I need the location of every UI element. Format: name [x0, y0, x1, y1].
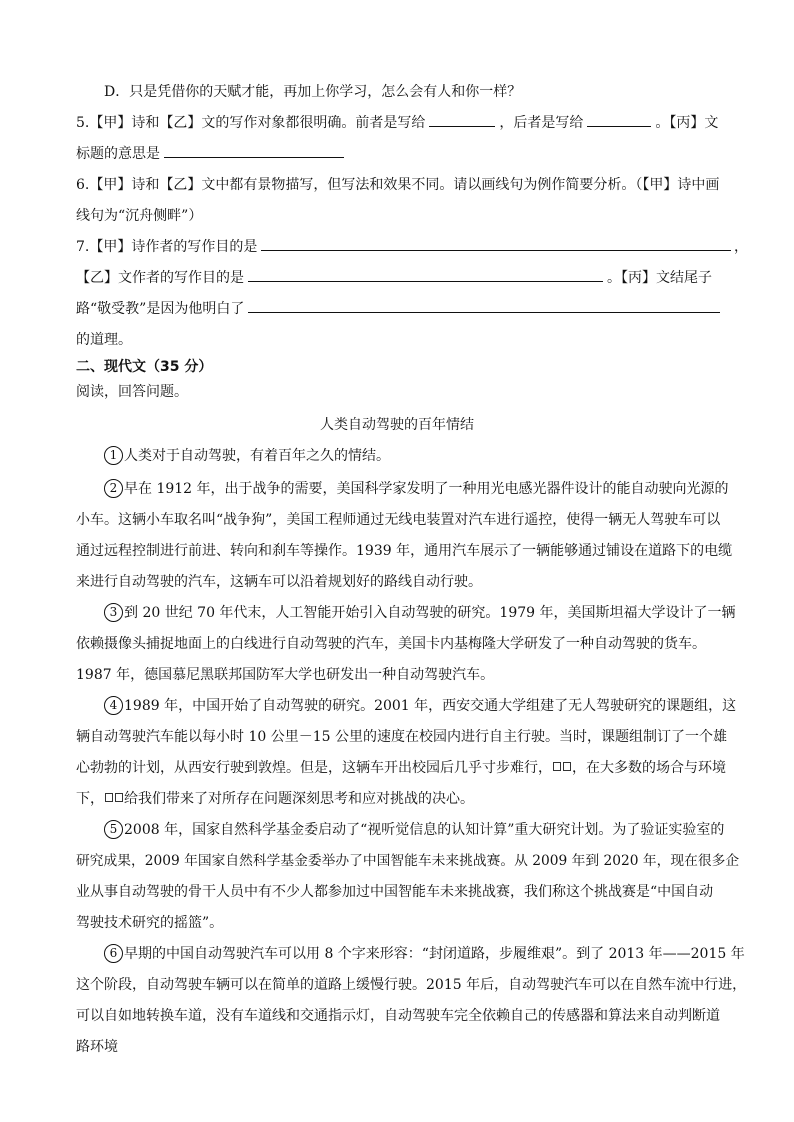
section-heading: 二、现代文（35 分） — [76, 359, 213, 375]
paragraph-4-line-1 — [104, 695, 748, 717]
paragraph-number-6: 6 — [104, 944, 123, 963]
paragraph-number-1: 1 — [104, 446, 123, 465]
paragraph-4-line-2: 辆自动驾驶汽车能以每小时 10 公里－15 公里的速度在校园内进行自主行驶。当时，课题组制订了一个雄 — [76, 729, 727, 745]
paragraph-6-line-3: 可以自如地转换车道，没有车道线和交通指示灯，自动驾驶车完全依赖自己的传感器和算法来自动判断道 — [76, 1008, 720, 1024]
paragraph-3-line-3: 1987 年，德国慕尼黑联邦国防军大学也研发出一种自动驾驶汽车。 — [76, 667, 495, 683]
paragraph-3-text-1: 到 20 世纪 70 年代末，人工智能开始引入自动驾驶的研究。1979 年，美国斯坦福大学设计了一辆 — [124, 605, 736, 621]
paragraph-2-line-2: 小车。这辆小车取名叫“战争狗”，美国工程师通过无线电装置对汽车进行遥控，使得一辆无人驾驶车可以 — [76, 512, 721, 528]
question-5-line-2 — [76, 143, 748, 165]
paragraph-1-line-1: 人类对于自动驾驶，有着百年之久的情结。 — [124, 448, 390, 464]
q5-blank-1[interactable] — [429, 112, 495, 127]
paragraph-5-line-2: 研究成果，2009 年国家自然科学基金委举办了中国智能车未来挑战赛。从 2009 年到 2020 年，现在很多企 — [76, 853, 740, 869]
question-7-line-1 — [76, 236, 748, 258]
paragraph-5-line-3: 业从事自动驾驶的骨干人员中有不少人都参加过中国智能车未来挑战赛，我们称这个挑战赛是“中国自动 — [76, 884, 714, 900]
question-6-line-1: 6.【甲】诗和【乙】文中都有景物描写，但写法和效果不同。请以画线句为例作简要分析。（【甲】诗中画 — [76, 177, 720, 193]
q5-text-a: 5.【甲】诗和【乙】文的写作对象都很明确。前者是写给 — [76, 115, 426, 131]
paragraph-2-line-1 — [104, 478, 748, 500]
paragraph-4-line-4 — [76, 788, 748, 810]
placeholder-box — [553, 762, 561, 771]
paragraph-6-text-1: 早期的中国自动驾驶汽车可以用 8 个字来形容：“封闭道路，步履维艰”。到了 2013 年——2015 年 — [124, 946, 745, 962]
paragraph-4-text-4b: 给我们带来了对所存在问题深刻思考和应对挑战的决心。 — [124, 791, 474, 807]
q7-text-d: 路“敬受教”是因为他明白了 — [76, 301, 245, 317]
paragraph-6-line-1 — [104, 943, 748, 965]
article-title: 人类自动驾驶的百年情结 — [320, 417, 474, 433]
q7-text-b: 【乙】文作者的写作目的是 — [76, 270, 244, 286]
q5-text-c: 。【丙】文 — [655, 115, 719, 131]
paragraph-4-text-4a: 下， — [76, 791, 104, 807]
q5-blank-3[interactable] — [164, 143, 344, 158]
paragraph-number-5: 5 — [104, 820, 123, 839]
paragraph-4-line-3 — [76, 757, 748, 779]
question-7-line-3 — [76, 298, 748, 320]
q7-blank-3[interactable] — [248, 298, 720, 313]
paragraph-6-line-2: 这个阶段，自动驾驶车辆可以在简单的道路上缓慢行驶。2015 年后，自动驾驶汽车可以在自然车流中行进， — [76, 977, 747, 993]
paragraph-5-line-4: 驾驶技术研究的摇篮”。 — [76, 915, 224, 931]
paragraph-4-text-3a: 心勃勃的计划，从西安行驶到敦煌。但是，这辆车开出校园后几乎寸步难行， — [76, 760, 552, 776]
question-6-line-2: 线句为“沉舟侧畔”） — [76, 208, 203, 224]
paragraph-5-text-1: 2008 年，国家自然科学基金委启动了“视听觉信息的认知计算”重大研究计划。为了验证实验室的 — [124, 822, 725, 838]
paragraph-1 — [104, 445, 748, 467]
paragraph-number-2: 2 — [104, 479, 123, 498]
paragraph-6-line-4: 路环境 — [76, 1039, 118, 1055]
placeholder-box — [563, 762, 571, 771]
q5-blank-2[interactable] — [587, 112, 651, 127]
paragraph-2-line-4: 来进行自动驾驶的汽车，这辆车可以沿着规划好的路线自动行驶。 — [76, 574, 482, 590]
q5-text-b: ，后者是写给 — [499, 115, 584, 131]
paragraph-number-4: 4 — [104, 696, 123, 715]
paragraph-3-line-2: 依赖摄像头捕捉地面上的白线进行自动驾驶的汽车，美国卡内基梅隆大学研发了一种自动驾驶的货车。 — [76, 636, 706, 652]
q7-comma: ， — [734, 239, 748, 255]
q7-text-a: 7.【甲】诗作者的写作目的是 — [76, 239, 258, 255]
question-5-line-1 — [76, 112, 748, 134]
paragraph-number-3: 3 — [104, 603, 123, 622]
paragraph-2-line-3: 通过远程控制进行前进、转向和刹车等操作。1939 年，通用汽车展示了一辆能够通过铺设在道路下的电缆 — [76, 543, 733, 559]
paragraph-4-text-1: 1989 年，中国开始了自动驾驶的研究。2001 年，西安交通大学组建了无人驾驶研究的课题组，这 — [124, 698, 737, 714]
option-d: D．只是凭借你的天赋才能，再加上你学习，怎么会有人和你一样？ — [104, 84, 522, 100]
paragraph-5-line-1 — [104, 819, 748, 841]
section-instruction: 阅读，回答问题。 — [76, 384, 188, 400]
q7-blank-2[interactable] — [248, 267, 603, 282]
q5-text-d: 标题的意思是 — [76, 146, 160, 162]
paragraph-2-text-1: 早在 1912 年，出于战争的需要，美国科学家发明了一种用光电感光器件设计的能自动驶向光源的 — [124, 481, 729, 497]
paragraph-4-text-3b: ，在大多数的场合与环境 — [572, 760, 726, 776]
paragraph-3-line-1 — [104, 602, 748, 624]
q7-text-c: 。【丙】文结尾子 — [607, 270, 712, 286]
placeholder-box — [105, 793, 113, 802]
placeholder-box — [115, 793, 123, 802]
q7-blank-1[interactable] — [261, 236, 731, 251]
question-7-line-4: 的道理。 — [76, 332, 132, 348]
question-7-line-2 — [76, 267, 748, 289]
